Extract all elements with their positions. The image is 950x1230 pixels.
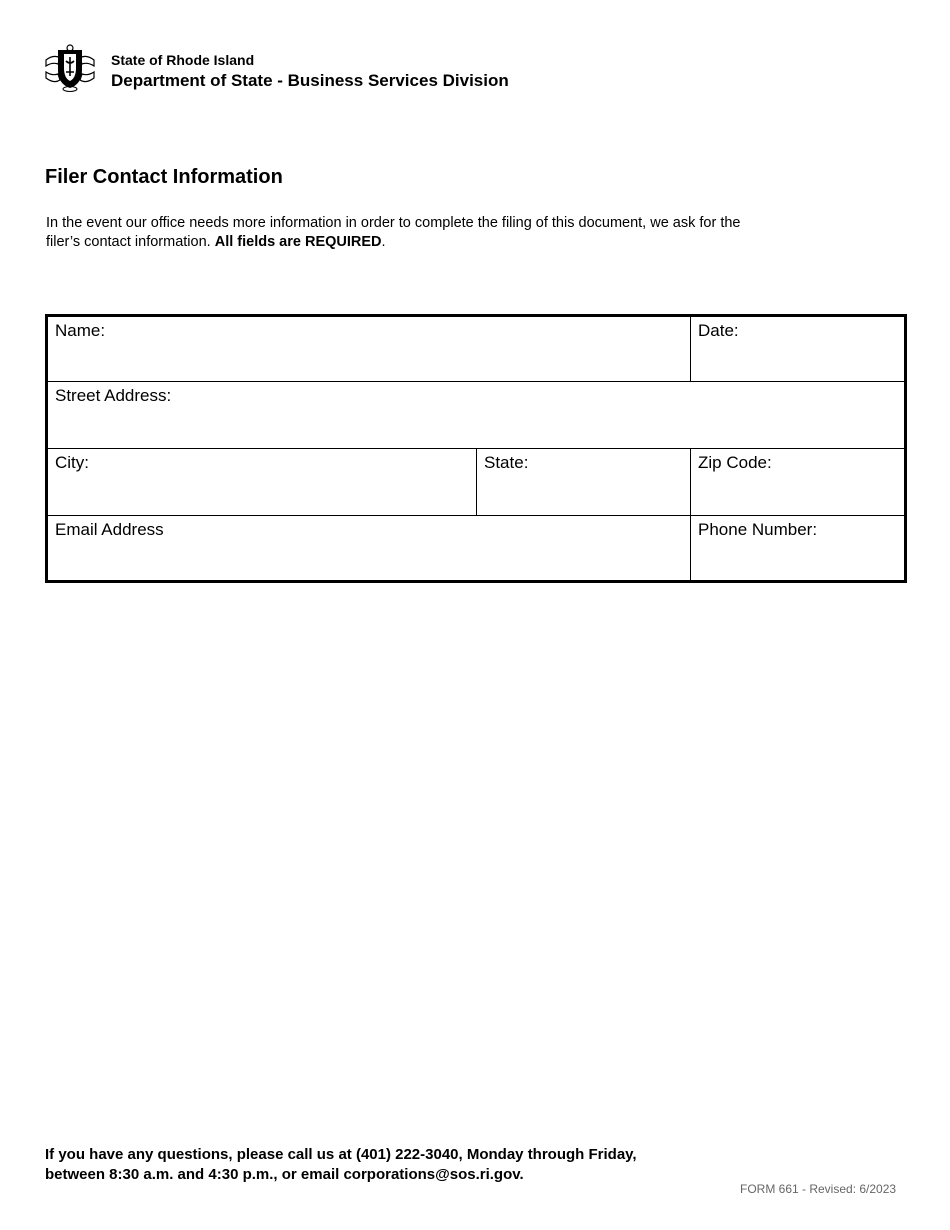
phone-number-field[interactable] — [691, 516, 904, 580]
contact-form-table — [45, 314, 907, 583]
street-address-label: Street Address: — [55, 386, 172, 405]
email-address-field[interactable] — [48, 516, 690, 580]
name-field[interactable] — [48, 317, 690, 381]
date-label: Date: — [698, 321, 739, 340]
state-seal-icon — [44, 44, 96, 92]
intro-line1: In the event our office needs more information in order to complete the filing of this document, we ask for the — [46, 215, 741, 231]
city-label: City: — [55, 453, 89, 472]
state-field[interactable] — [477, 449, 690, 515]
zip-code-label: Zip Code: — [698, 453, 772, 472]
page-title: Filer Contact Information — [45, 166, 283, 188]
form-number: FORM 661 - Revised: 6/2023 — [740, 1182, 897, 1196]
state-label: State: — [484, 453, 529, 472]
name-label: Name: — [55, 321, 106, 340]
intro-line2-prefix: filer’s contact information. — [46, 234, 215, 250]
intro-line2-suffix: . — [381, 234, 386, 250]
date-field[interactable] — [691, 317, 904, 381]
footer-line2: between 8:30 a.m. and 4:30 p.m., or email corporations@sos.ri.gov. — [45, 1165, 524, 1183]
footer-contact-note — [45, 1145, 637, 1184]
footer-line1: If you have any questions, please call us at (401) 222-3040, Monday through Friday, — [45, 1146, 637, 1163]
zip-code-field[interactable] — [691, 449, 904, 515]
header-department: Department of State - Business Services Division — [111, 71, 509, 90]
street-address-field[interactable] — [48, 382, 904, 448]
header-state-name: State of Rhode Island — [111, 52, 255, 68]
phone-number-label: Phone Number: — [698, 520, 818, 539]
email-address-label: Email Address — [55, 520, 164, 539]
intro-paragraph — [46, 214, 826, 252]
intro-required-note: All fields are REQUIRED — [214, 234, 382, 250]
city-field[interactable] — [48, 449, 476, 515]
